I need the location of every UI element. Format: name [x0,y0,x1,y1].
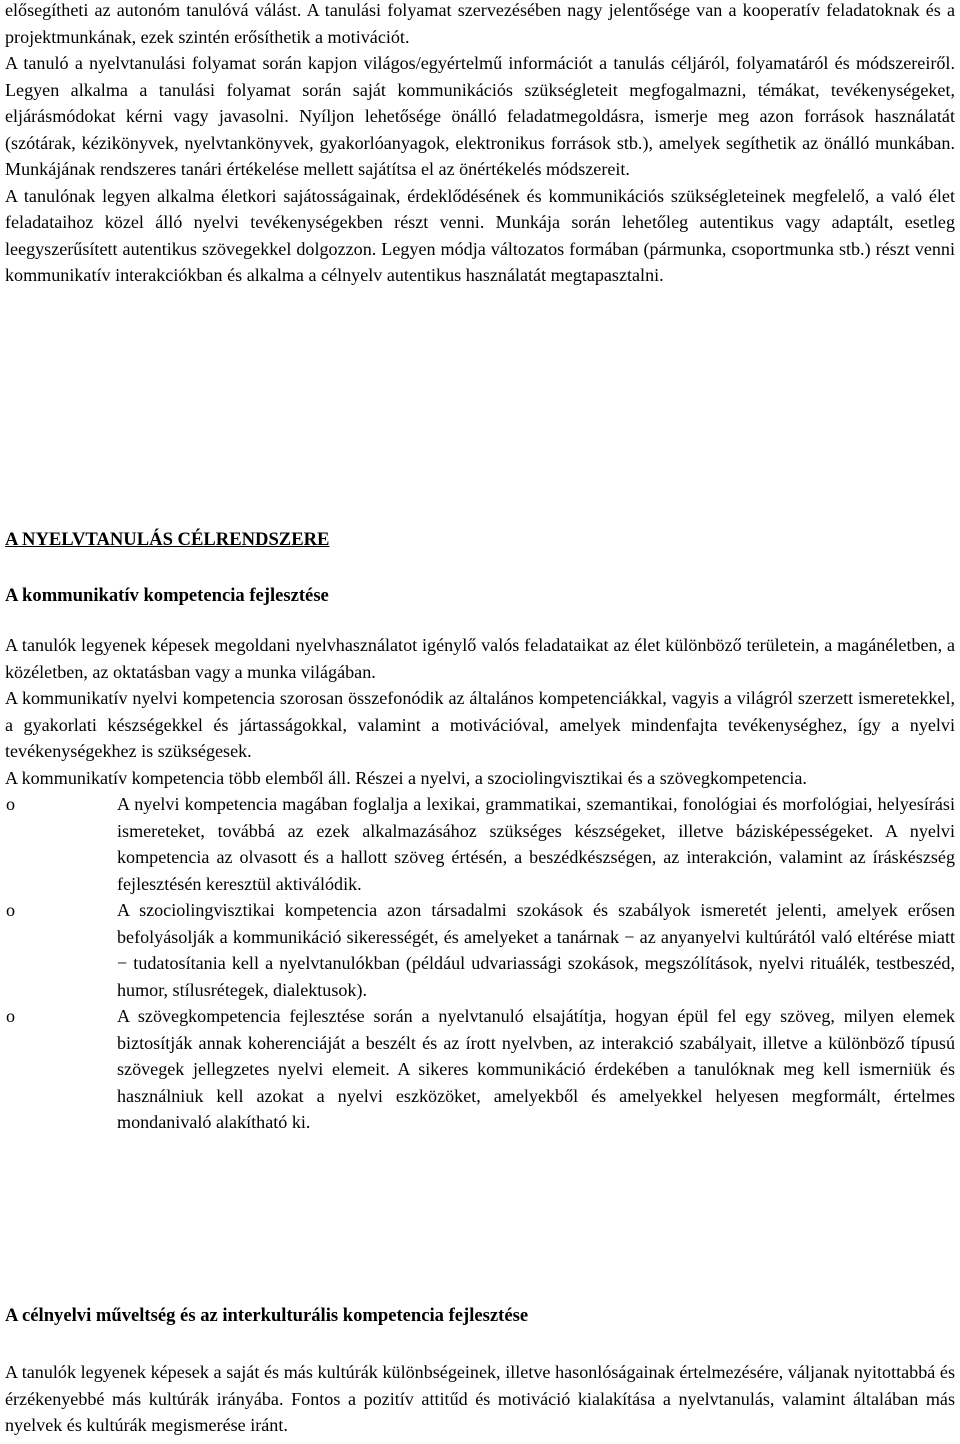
intercultural-paragraph-1: A tanulók legyenek képesek a saját és más kultúrák különbségeinek, illetve hasonlóságainak értelmezésére, váljanak nyitottabbá és érzékenyebbé más kultúrák irányába. Fontos a pozitív attitűd és motiváció kialakítása a nyelvtanulás, valamint általában más nyelvek és kultúrák megismerése iránt. [5,1362,955,1435]
communicative-paragraph-2: A kommunikatív nyelvi kompetencia szorosan összefonódik az általános kompetenciákkal, vagyis a világról szerzett ismeretekkel, a gyakorlati készségekkel és jártasságokkal, valamint a motivációval, amelyek mindenfajta tevékenységhez, így a nyelvi tevékenységekhez is szükségesek. [5,688,955,761]
intro-paragraph-3: A tanulónak legyen alkalma életkori sajátosságainak, érdeklődésének és kommunikációs szükségleteinek megfelelő, a való élet feladataihoz közel álló nyelvi tevékenységekben részt venni. Munkája során lehetőleg autentikus vagy adaptált, esetleg leegyszerűsített autentikus szövegekkel dolgozzon. Legyen módja változatos formában (pármunka, csoportmunka stb.) részt venni kommunikatív interakciókban és alkalma a célnyelv autentikus használatát megtapasztalni. [5,185,955,285]
intro-text [5,0,955,289]
intercultural-section [5,1359,955,1439]
bullet-icon: o [6,794,16,814]
list-item-text: A szociolingvisztikai kompetencia azon társadalmi szokások és szabályok ismeretét jelenti, amelyek erősen befolyásolják a kommunikáció sikerességét, és amelyeket a tanárnak − az anyanyelvi kultúrától való eltérése miatt − tudatosítania kell a nyelvtanulókban (például udvariassági szokások, megszólítások, nyelvi rituálék, testbeszéd, humor, stílusrétegek, dialektusok). [117,900,955,1000]
intercultural-heading: A célnyelvi műveltség és az interkulturális kompetencia fejlesztése [5,1305,529,1326]
list-item [5,897,955,1003]
bullet-icon: o [6,1006,16,1026]
intro-paragraph-1: elősegítheti az autonóm tanulóvá válást. A tanulási folyamat szervezésében nagy jelentősége van a kooperatív feladatoknak és a projektmunkának, ezek szintén erősíthetik a motivációt. [5,0,955,47]
bullet-icon: o [6,900,16,920]
intro-paragraph-2: A tanuló a nyelvtanulási folyamat során kapjon világos/egyértelmű információt a tanulás céljáról, folyamatáról és módszereiről. Legyen alkalma a tanulási folyamat során saját kommunikációs szükségleteit megfogalmazni, témákat, tevékenységeket, eljárásmódokat kérni vagy javasolni. Nyíljon lehetősége önálló feladatmegoldásra, ismerje meg azon források használatát (szótárak, kézikönyvek, nyelvtankönyvek, gyakorlóanyagok, elektronikus források stb.), amelyek segíthetik az önálló munkában. Munkájának rendszeres tanári értékelése mellett sajátítsa el az önértékelés módszereit. [5,53,955,179]
communicative-section [5,632,955,1136]
section-title: A NYELVTANULÁS CÉLRENDSZERE [5,529,330,550]
competence-list [5,791,955,1136]
communicative-paragraph-3: A kommunikatív kompetencia több elemből áll. Részei a nyelvi, a szociolingvisztikai és a szövegkompetencia. [5,767,807,788]
list-item [5,791,955,897]
communicative-paragraph-1: A tanulók legyenek képesek megoldani nyelvhasználatot igénylő valós feladataikat az élet különböző területein, a magánéletben, a közéletben, az oktatásban vagy a munka világában. [5,635,955,682]
list-item-text: A szövegkompetencia fejlesztése során a nyelvtanuló elsajátítja, hogyan épül fel egy szöveg, milyen elemek biztosítják annak koherenciáját a beszélt és az írott nyelvben, az interakció szabályait, illetve a különböző típusú szövegek jellegzetes nyelvi elemeit. A sikeres kommunikáció érdekében a tanulóknak meg kell ismerniük és használniuk kell azokat a nyelvi eszközöket, amelyekből és amelyekkel helyesen megformált, értelmes mondanivaló alakítható ki. [117,1006,955,1132]
list-item-text: A nyelvi kompetencia magában foglalja a lexikai, grammatikai, szemantikai, fonológiai és morfológiai, helyesírási ismereteket, továbbá az ezek alkalmazásához szükséges készségeket, illetve bázisképességeket. A nyelvi kompetencia az olvasott és a hallott szöveg értésén, a beszédkészségen, az interakción, valamint az íráskészség fejlesztésén keresztül aktiválódik. [117,794,955,894]
communicative-heading: A kommunikatív kompetencia fejlesztése [5,585,329,606]
list-item [5,1003,955,1136]
